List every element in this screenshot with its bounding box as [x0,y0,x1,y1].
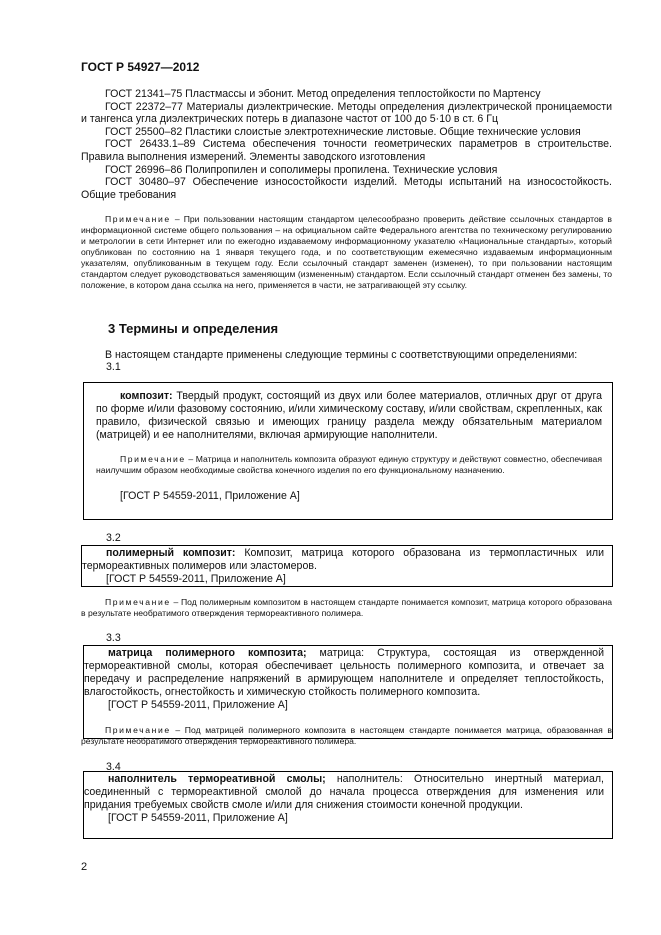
term-definition: Твердый продукт, состоящий из двух или более материалов, отличных друг от друга по форме и/или фазовому состоянию, и/или химическому составу, и/или свойствам, скрепленных, как правило, физической связью и имеющих границу раздела между обязательным материалом (матрицей) и ее наполнителями, включая армирующие наполнители. [96,390,602,441]
term-number: 3.1 [106,361,121,373]
document-code-header: ГОСТ Р 54927—2012 [81,60,200,74]
section-intro: В настоящем стандарте применены следующие термины с соответствующими определениями: [105,349,578,361]
term-title: матрица полимерного композита; [108,647,307,659]
note-label: Примечание [105,725,171,735]
term-title: наполнитель термореативной смолы; [108,773,326,785]
term-source: [ГОСТ Р 54559-2011, Приложение А] [120,490,300,502]
references-list [81,88,612,201]
term-definition: матрица: Структура, состоящая из отвержденной термореактивной смолы, которая обеспечивает цельность полимерного композита, и отвечает за передачу и распределение напряжений в армирующем наполнителе и определяет теплостойкость, влагостойкость, огнестойкость и химическую стойкость полимерного композита. [84,647,604,698]
page-number: 2 [81,861,88,873]
term-source: [ГОСТ Р 54559-2011, Приложение А] [108,812,288,824]
reference-item: ГОСТ 25500–82 Пластики слоистые электротехнические листовые. Общие технические условия [105,125,581,138]
term-definition: Композит, матрица которого образована из термопластичных или термореактивных полимеров или эластомеров. [82,547,604,572]
note-text: – Под матрицей полимерного композита в настоящем стандарте понимается матрица, образованная в результате необратимого отверждения термореактивного полимера. [81,725,612,746]
note-label: Примечание [105,214,171,224]
term-note [81,597,612,619]
reference-item: ГОСТ 21341–75 Пластмассы и эбонит. Метод определения теплостойкости по Мартенсу [105,88,541,100]
term-box-filler [83,771,613,839]
term-number: 3.3 [106,632,121,644]
note-label: Примечание [120,454,186,464]
term-title: композит: [120,390,173,402]
term-box-composite [83,382,613,520]
term-source: [ГОСТ Р 54559-2011, Приложение А] [106,573,286,585]
term-note [81,725,612,747]
note-label: Примечание [105,597,171,607]
note-text: – При пользовании настоящим стандартом целесообразно проверить действие ссылочных стандартов в информационной системе общего пользования – на официальном сайте Федерального агентства по техническому регулированию и метрологии в сети Интернет или по ежегодно издаваемому информационному указателю «Национальные стандарты», который опубликован по состоянию на 1 января текущего года, и по соответствующим ежемесячно издаваемым информационным указателям, опубликованным в текущем году. Если ссылочный стандарт заменен (изменен), то при пользовании настоящим стандартом следует руководствоваться заменяющим (измененным) стандартом. Если ссылочный стандарт отменен без замены, то положение, в котором дана ссылка на него, применяется в части, не затрагивающей эту ссылку. [81,214,612,290]
term-box-polymer-composite [81,545,613,587]
term-definition: наполнитель: Относительно инертный материал, соединенный с термореактивной смолой до начала процесса отверждения для изменения или придания требуемых свойств смоле и/или для снижения стоимости конечной продукции. [84,773,604,811]
note-text: – Под полимерным композитом в настоящем стандарте понимается композит, матрица которого образована в результате необратимого отверждения термореактивного полимера. [81,597,612,618]
main-note [81,214,612,291]
term-number: 3.4 [106,761,121,773]
section-title: 3 Термины и определения [108,321,279,336]
term-title: полимерный композит: [106,547,236,559]
note-text: – Матрица и наполнитель композита образуют единую структуру и действуют совместно, обеспечивая наилучшим образом необходимые свойства конечного изделия по его функциональному назначению. [96,454,602,475]
reference-item: ГОСТ 26996–86 Полипропилен и сополимеры пропилена. Технические условия [105,163,498,176]
reference-item: ГОСТ 22372–77 Материалы диэлектрические. Методы определения диэлектрической проницаемости и тангенса угла диэлектрических потерь в диапазоне частот от 100 до 5·10 в ст. 6 Гц [81,100,612,126]
term-number: 3.2 [106,532,121,544]
reference-item: ГОСТ 30480–97 Обеспечение износостойкости изделий. Методы испытаний на износостойкость. Общие требования [81,176,612,201]
term-source: [ГОСТ Р 54559-2011, Приложение А] [108,699,288,711]
reference-item: ГОСТ 26433.1–89 Система обеспечения точности геометрических параметров в строительстве. Правила выполнения измерений. Элементы заводского изготовления [81,138,612,163]
